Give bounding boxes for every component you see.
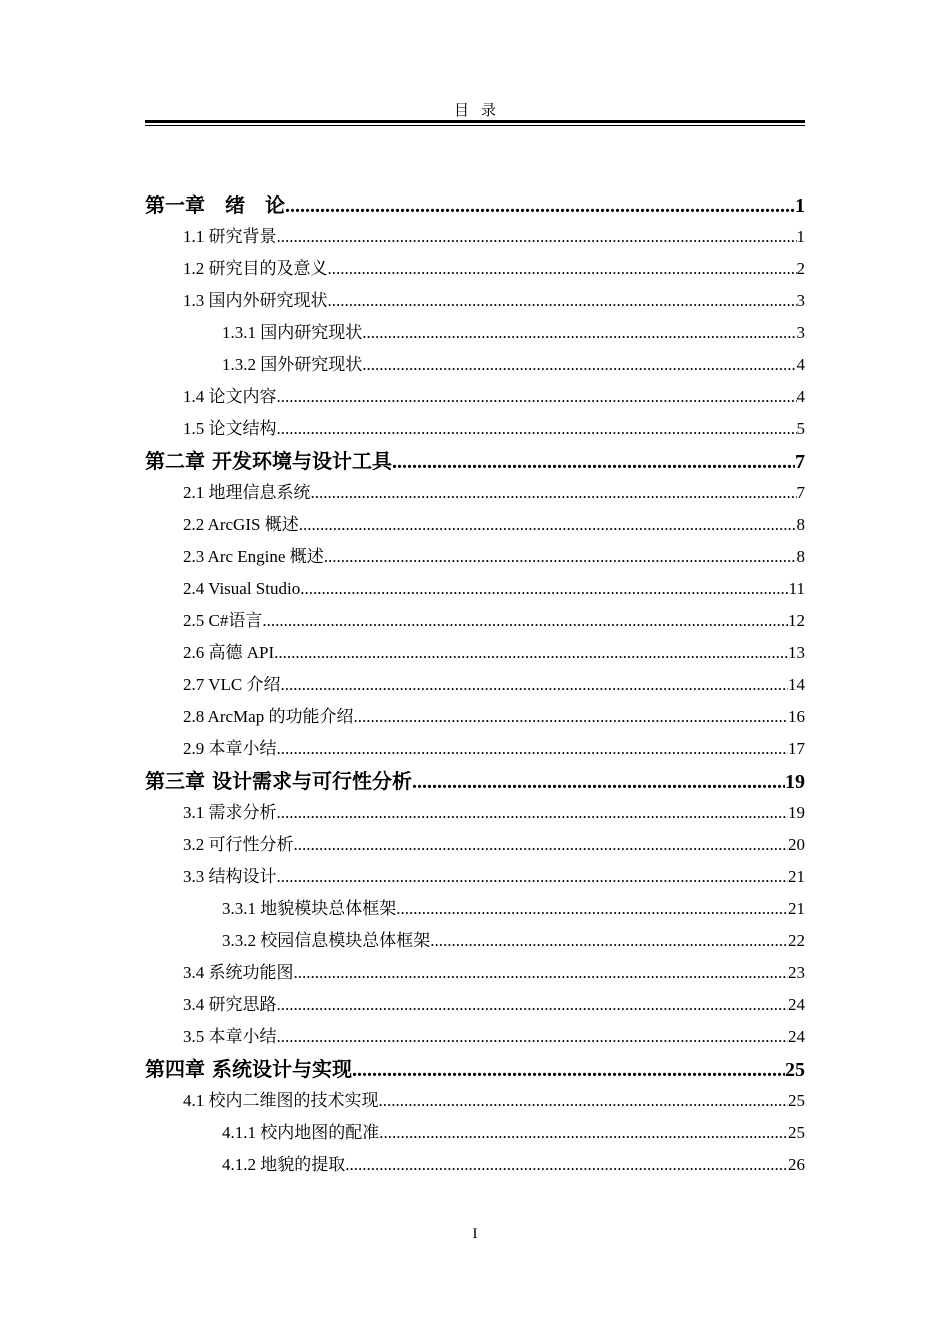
toc-entry-page: 4: [796, 355, 805, 374]
toc-entry-page: 24: [788, 995, 805, 1014]
toc-entry-label: 2.2 ArcGIS 概述: [183, 515, 299, 534]
toc-section-2-1[interactable]: [145, 477, 805, 509]
toc-leader-dots: [311, 477, 797, 509]
toc-entry-label: 3.4 系统功能图: [183, 963, 294, 982]
toc-chapter-3[interactable]: [145, 765, 805, 797]
toc-subsection-1-3-2[interactable]: [145, 349, 805, 381]
toc-section-3-1[interactable]: [145, 797, 805, 829]
toc-entry-page: 1: [795, 195, 805, 217]
toc-subsection-4-1-1[interactable]: [145, 1117, 805, 1149]
toc-entry-page: 2: [796, 259, 805, 278]
toc-leader-dots: [299, 509, 797, 541]
toc-entry-label: 3.3 结构设计: [183, 867, 277, 886]
toc-entry-label: 2.8 ArcMap 的功能介绍: [183, 707, 354, 726]
toc-entry-page: 5: [796, 419, 805, 438]
toc-entry-page: 22: [788, 931, 805, 950]
toc-leader-dots: [300, 573, 788, 605]
table-of-contents: [145, 189, 805, 1181]
toc-entry-label: 第一章 绪 论: [145, 193, 285, 217]
toc-leader-dots: [277, 221, 797, 253]
toc-entry-label: 4.1 校内二维图的技术实现: [183, 1091, 379, 1110]
toc-entry-page: 3: [796, 291, 805, 310]
toc-entry-page: 4: [796, 387, 805, 406]
toc-section-3-3[interactable]: [145, 861, 805, 893]
toc-leader-dots: [379, 1117, 788, 1149]
toc-leader-dots: [277, 1021, 789, 1053]
toc-subsection-4-1-2[interactable]: [145, 1149, 805, 1181]
toc-leader-dots: [396, 893, 788, 925]
toc-section-3-4b[interactable]: [145, 989, 805, 1021]
toc-leader-dots: [277, 861, 789, 893]
toc-entry-page: 19: [785, 771, 805, 793]
toc-entry-page: 24: [788, 1027, 805, 1046]
toc-entry-label: 2.9 本章小结: [183, 739, 277, 758]
toc-subsection-3-3-2[interactable]: [145, 925, 805, 957]
toc-section-3-2[interactable]: [145, 829, 805, 861]
toc-leader-dots: [294, 957, 789, 989]
toc-entry-label: 1.3 国内外研究现状: [183, 291, 328, 310]
toc-entry-page: 21: [788, 899, 805, 918]
toc-entry-label: 2.1 地理信息系统: [183, 483, 311, 502]
running-header-title: 目录: [453, 103, 508, 119]
toc-entry-page: 25: [788, 1091, 805, 1110]
toc-chapter-1[interactable]: [145, 189, 805, 221]
toc-section-3-5[interactable]: [145, 1021, 805, 1053]
toc-entry-label: 1.1 研究背景: [183, 227, 277, 246]
toc-leader-dots: [262, 605, 788, 637]
toc-entry-page: 3: [796, 323, 805, 342]
toc-chapter-2[interactable]: [145, 445, 805, 477]
toc-entry-page: 8: [796, 515, 805, 534]
toc-leader-dots: [392, 446, 795, 478]
toc-leader-dots: [345, 1149, 788, 1181]
header-rule-thick: [145, 120, 805, 123]
toc-leader-dots: [277, 413, 797, 445]
toc-entry-page: 1: [796, 227, 805, 246]
toc-entry-label: 4.1.1 校内地图的配准: [222, 1123, 380, 1142]
toc-leader-dots: [280, 669, 788, 701]
toc-chapter-4[interactable]: [145, 1053, 805, 1085]
toc-section-2-6[interactable]: [145, 637, 805, 669]
toc-leader-dots: [430, 925, 788, 957]
header-rule-thin: [145, 125, 805, 126]
toc-entry-label: 3.2 可行性分析: [183, 835, 294, 854]
toc-section-2-8[interactable]: [145, 701, 805, 733]
toc-leader-dots: [277, 381, 797, 413]
toc-leader-dots: [352, 1054, 785, 1086]
toc-leader-dots: [277, 733, 789, 765]
toc-entry-label: 3.4 研究思路: [183, 995, 277, 1014]
toc-entry-label: 3.3.1 地貌模块总体框架: [222, 899, 397, 918]
toc-section-2-5[interactable]: [145, 605, 805, 637]
toc-entry-label: 1.5 论文结构: [183, 419, 277, 438]
toc-entry-page: 23: [788, 963, 805, 982]
toc-leader-dots: [277, 797, 789, 829]
toc-entry-label: 3.1 需求分析: [183, 803, 277, 822]
toc-leader-dots: [412, 766, 785, 798]
toc-entry-page: 7: [795, 451, 805, 473]
toc-entry-page: 12: [788, 611, 805, 630]
toc-entry-label: 2.4 Visual Studio: [183, 579, 301, 598]
toc-section-2-3[interactable]: [145, 541, 805, 573]
toc-entry-page: 25: [785, 1059, 805, 1081]
toc-leader-dots: [274, 637, 788, 669]
toc-entry-page: 21: [788, 867, 805, 886]
toc-leader-dots: [277, 989, 789, 1021]
toc-section-1-4[interactable]: [145, 381, 805, 413]
toc-section-2-2[interactable]: [145, 509, 805, 541]
toc-leader-dots: [379, 1085, 789, 1117]
toc-entry-label: 1.2 研究目的及意义: [183, 259, 328, 278]
toc-entry-label: 2.6 高德 API: [183, 643, 275, 662]
toc-entry-label: 3.3.2 校园信息模块总体框架: [222, 931, 431, 950]
toc-entry-page: 17: [788, 739, 805, 758]
toc-entry-label: 1.3.1 国内研究现状: [222, 323, 363, 342]
toc-section-1-3[interactable]: [145, 285, 805, 317]
toc-entry-page: 7: [796, 483, 805, 502]
toc-entry-page: 20: [788, 835, 805, 854]
toc-leader-dots: [328, 285, 797, 317]
toc-section-1-1[interactable]: [145, 221, 805, 253]
toc-section-3-4a[interactable]: [145, 957, 805, 989]
toc-entry-page: 26: [788, 1155, 805, 1174]
toc-entry-label: 4.1.2 地貌的提取: [222, 1155, 346, 1174]
toc-entry-page: 14: [788, 675, 805, 694]
toc-leader-dots: [294, 829, 789, 861]
toc-entry-label: 2.7 VLC 介绍: [183, 675, 281, 694]
toc-leader-dots: [353, 701, 788, 733]
toc-subsection-1-3-1[interactable]: [145, 317, 805, 349]
toc-entry-page: 11: [788, 579, 805, 598]
toc-entry-page: 19: [788, 803, 805, 822]
toc-leader-dots: [285, 190, 795, 222]
toc-entry-label: 第二章 开发环境与设计工具: [145, 449, 392, 473]
toc-entry-label: 第四章 系统设计与实现: [145, 1057, 352, 1081]
toc-entry-label: 第三章 设计需求与可行性分析: [145, 769, 412, 793]
toc-leader-dots: [328, 253, 797, 285]
toc-leader-dots: [324, 541, 797, 573]
toc-entry-page: 8: [796, 547, 805, 566]
toc-entry-page: 16: [788, 707, 805, 726]
toc-entry-label: 3.5 本章小结: [183, 1027, 277, 1046]
toc-entry-page: 13: [788, 643, 805, 662]
toc-section-1-2[interactable]: [145, 253, 805, 285]
toc-entry-label: 2.5 C#语言: [183, 611, 263, 630]
toc-section-1-5[interactable]: [145, 413, 805, 445]
toc-subsection-3-3-1[interactable]: [145, 893, 805, 925]
toc-leader-dots: [362, 349, 796, 381]
toc-entry-label: 1.3.2 国外研究现状: [222, 355, 363, 374]
toc-section-2-4[interactable]: [145, 573, 805, 605]
toc-entry-label: 2.3 Arc Engine 概述: [183, 547, 324, 566]
toc-section-4-1[interactable]: [145, 1085, 805, 1117]
toc-section-2-7[interactable]: [145, 669, 805, 701]
page-number: I: [472, 1226, 478, 1242]
toc-entry-page: 25: [788, 1123, 805, 1142]
toc-leader-dots: [362, 317, 796, 349]
toc-entry-label: 1.4 论文内容: [183, 387, 277, 406]
toc-section-2-9[interactable]: [145, 733, 805, 765]
